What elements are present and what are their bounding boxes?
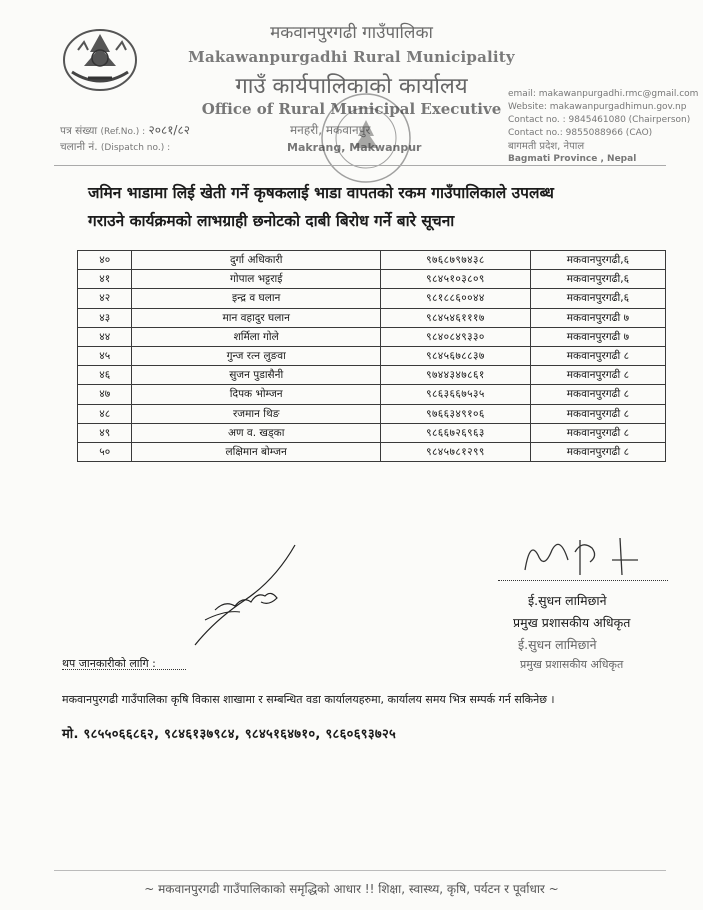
address-cell: मकवानपुरगढी ७ (530, 308, 665, 327)
table-row (78, 423, 666, 442)
address-cell: मकवानपुरगढी ८ (530, 366, 665, 385)
phone-cell: ९८४५६७८८३७ (380, 346, 530, 365)
table-row (78, 385, 666, 404)
phone-cell: ९८१८८६००४४ (380, 289, 530, 308)
more-info-label: थप जानकारीको लागि : (62, 657, 156, 670)
table-row (78, 346, 666, 365)
table-row (78, 327, 666, 346)
name-cell: मान वहादुर घलान (132, 308, 380, 327)
subject-line-2: गराउने कार्यक्रमको लाभग्राही छनोटको दाबी बिरोध गर्ने बारे सूचना (88, 212, 455, 230)
serial-number-cell: ४१ (78, 270, 132, 289)
website-text: Website: makawanpurgadhimun.gov.np (508, 102, 687, 112)
contact-cao: Contact no.: 9855088966 (CAO) (508, 128, 653, 138)
province-english: Bagmati Province , Nepal (508, 154, 637, 164)
signatory-stamp-name: ई.सुधन लामिछाने (518, 637, 597, 652)
office-title-english: Office of Rural Municipal Executive (201, 100, 502, 118)
address-cell: मकवानपुरगढी ८ (530, 404, 665, 423)
signatory-title: प्रमुख प्रशासकीय अधिकृत (513, 615, 631, 630)
ref-label: पत्र संख्या (60, 125, 98, 137)
footer-divider (54, 870, 666, 871)
footer-slogan: ~ मकवानपुरगढी गाउँपालिकाको समृद्धिको आधार !! शिक्षा, स्वास्थ्य, कृषि, पर्यटन र पूर्वाधार ~ (144, 882, 559, 896)
beneficiary-table-body (78, 251, 666, 462)
address-english: Makrang, Makwanpur (287, 141, 422, 154)
name-cell: इन्द्र व घलान (132, 289, 380, 308)
name-cell: दुर्गा अधिकारी (132, 251, 380, 270)
serial-number-cell: ४५ (78, 346, 132, 365)
table-row (78, 308, 666, 327)
subject-line-1: जमिन भाडामा लिई खेती गर्ने कृषकलाई भाडा वापतको रकम गाउँपालिकाले उपलब्ध (88, 184, 554, 202)
ref-label-english: (Ref.No.) : (100, 127, 146, 137)
letterhead-divider (54, 165, 666, 166)
address-cell: मकवानपुरगढी ८ (530, 423, 665, 442)
office-title-nepali: गाउँ कार्यपालिकाको कार्यालय (235, 74, 468, 99)
phone-cell: ९७६६३४९१०६ (380, 404, 530, 423)
phone-cell: ९८४५१०३८०९ (380, 270, 530, 289)
dispatch-number (60, 140, 170, 154)
table-row (78, 289, 666, 308)
signatory-stamp-title: प्रमुख प्रशासकीय अधिकृत (520, 658, 624, 671)
serial-number-cell: ४८ (78, 404, 132, 423)
name-cell: सुजन पुडासैनी (132, 366, 380, 385)
serial-number-cell: ४७ (78, 385, 132, 404)
address-cell: मकवानपुरगढी,६ (530, 251, 665, 270)
handwritten-signature-left (185, 540, 315, 650)
province-nepali: बागमती प्रदेश, नेपाल (508, 141, 585, 152)
ref-number (60, 121, 190, 138)
dispatch-label-english: (Dispatch no.) : (100, 143, 171, 153)
address-cell: मकवानपुरगढी,६ (530, 289, 665, 308)
office-stamp-icon (318, 90, 414, 186)
beneficiary-table (77, 250, 666, 462)
name-cell: गुन्ज रत्न लुङवा (132, 346, 380, 365)
address-cell: मकवानपुरगढी ८ (530, 385, 665, 404)
dispatch-label: चलानी नं. (60, 141, 98, 153)
phone-cell: ९८४५४६१११७ (380, 308, 530, 327)
name-cell: गोपाल भट्टराई (132, 270, 380, 289)
phone-cell: ९८६३६६७५३५ (380, 385, 530, 404)
contact-phones: मो. ९८५५०६६८६२, ९८४६१३७९८४, ९८४५१६४७१०, ९८६०६९३७२५ (62, 727, 397, 742)
address-cell: मकवानपुरगढी ८ (530, 346, 665, 365)
name-cell: रजमान थिङ (132, 404, 380, 423)
serial-number-cell: ५० (78, 442, 132, 461)
table-row (78, 442, 666, 461)
signature-line (498, 580, 668, 581)
address-cell: मकवानपुरगढी ७ (530, 327, 665, 346)
phone-cell: ९८६६७२६९६३ (380, 423, 530, 442)
more-info-underline (62, 669, 186, 670)
office-name-english: Makawanpurgadhi Rural Municipality (188, 48, 515, 66)
table-row (78, 251, 666, 270)
serial-number-cell: ४० (78, 251, 132, 270)
serial-number-cell: ४९ (78, 423, 132, 442)
more-info-text: मकवानपुरगढी गाउँपालिका कृषि विकास शाखामा र सम्बन्धित वडा कार्यालयहरुमा, कार्यालय समय भित्र सम्पर्क गर्न सकिनेछ । (62, 693, 555, 706)
office-name-nepali: मकवानपुरगढी गाउँपालिका (270, 23, 433, 43)
address-cell: मकवानपुरगढी ८ (530, 442, 665, 461)
phone-cell: ९८४५७८१२९९ (380, 442, 530, 461)
serial-number-cell: ४६ (78, 366, 132, 385)
name-cell: दिपक भोम्जन (132, 385, 380, 404)
table-row (78, 404, 666, 423)
serial-number-cell: ४२ (78, 289, 132, 308)
name-cell: अण व. खड्का (132, 423, 380, 442)
phone-cell: ९७६८७९७४३८ (380, 251, 530, 270)
email-text: email: makawanpurgadhi.rmc@gmail.com (508, 89, 699, 99)
table-row (78, 270, 666, 289)
address-nepali: मनहरी, मकवानपुर (290, 123, 371, 137)
name-cell: शर्मिला गोले (132, 327, 380, 346)
serial-number-cell: ४३ (78, 308, 132, 327)
contact-chairperson: Contact no. : 9845461080 (Chairperson) (508, 115, 691, 125)
name-cell: लक्षिमान बोम्जन (132, 442, 380, 461)
signatory-name: ई.सुधन लामिछाने (528, 593, 607, 608)
table-row (78, 366, 666, 385)
handwritten-signature-right (520, 530, 650, 580)
ref-value: २०८१/८२ (148, 123, 190, 137)
contact-block (508, 88, 698, 166)
address-cell: मकवानपुरगढी,६ (530, 270, 665, 289)
phone-cell: ९७४४३४७८६१ (380, 366, 530, 385)
serial-number-cell: ४४ (78, 327, 132, 346)
notice-subject (88, 179, 688, 235)
phone-cell: ९८४०८४९३३० (380, 327, 530, 346)
